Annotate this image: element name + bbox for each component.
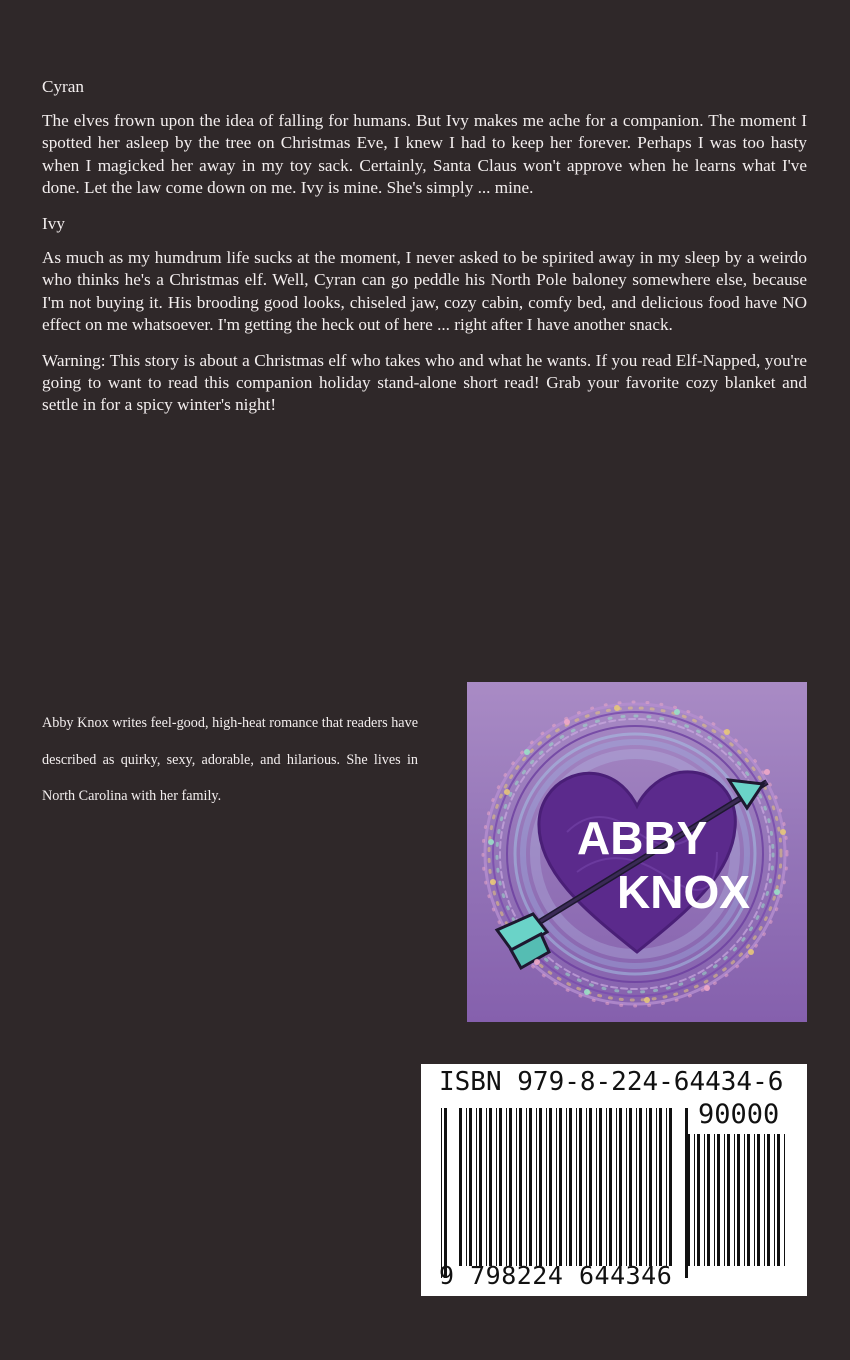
back-cover-blurb — [42, 76, 807, 431]
section-heading-ivy: Ivy — [42, 214, 65, 234]
ivy-paragraph: As much as my humdrum life sucks at the moment, I never asked to be spirited away in my sleep by a weirdo who thinks he's a Christmas elf. Well, Cyran can go peddle his North Pole baloney somewhere else, because I'm not buying it. His brooding good looks, chiseled jaw, cozy cabin, comfy bed, and delicious food have NO effect on me whatsoever. I'm getting the heck out of here ... right after I have another snack. — [42, 248, 807, 334]
logo-last-name: KNOX — [617, 866, 750, 918]
author-logo-art — [467, 682, 807, 1022]
price-code: 90000 — [698, 1099, 780, 1130]
author-logo — [467, 682, 807, 1022]
author-bio: Abby Knox writes feel-good, high-heat romance that readers have described as quirky, sexy, adorable, and hilarious. She lives in North Carolina with her family. — [42, 715, 418, 804]
barcode-digits: 9 798224 644346 — [439, 1261, 673, 1290]
section-heading-cyran: Cyran — [42, 77, 85, 96]
logo-first-name: ABBY — [577, 812, 708, 864]
isbn-label: ISBN 979-8-224-64434-6 — [439, 1067, 784, 1097]
cyran-paragraph: The elves frown upon the idea of falling for humans. But Ivy makes me ache for a companion. The moment I spotted her asleep by the tree on Christmas Eve, I knew I had to keep her forever. Perhaps I was too hasty when I magicked her away in my toy sack. Certainly, Santa Claus won't approve when he learns what I've done. Let the law come down on me. Ivy is mine. She's simply ... mine. — [42, 111, 807, 197]
warning-paragraph: Warning: This story is about a Christmas elf who takes who and what he wants. If you read Elf-Napped, you're going to want to read this companion holiday stand-alone short read! Grab your favorite cozy blanket and settle in for a spicy winter's night! — [42, 351, 807, 415]
isbn-barcode — [421, 1064, 807, 1296]
